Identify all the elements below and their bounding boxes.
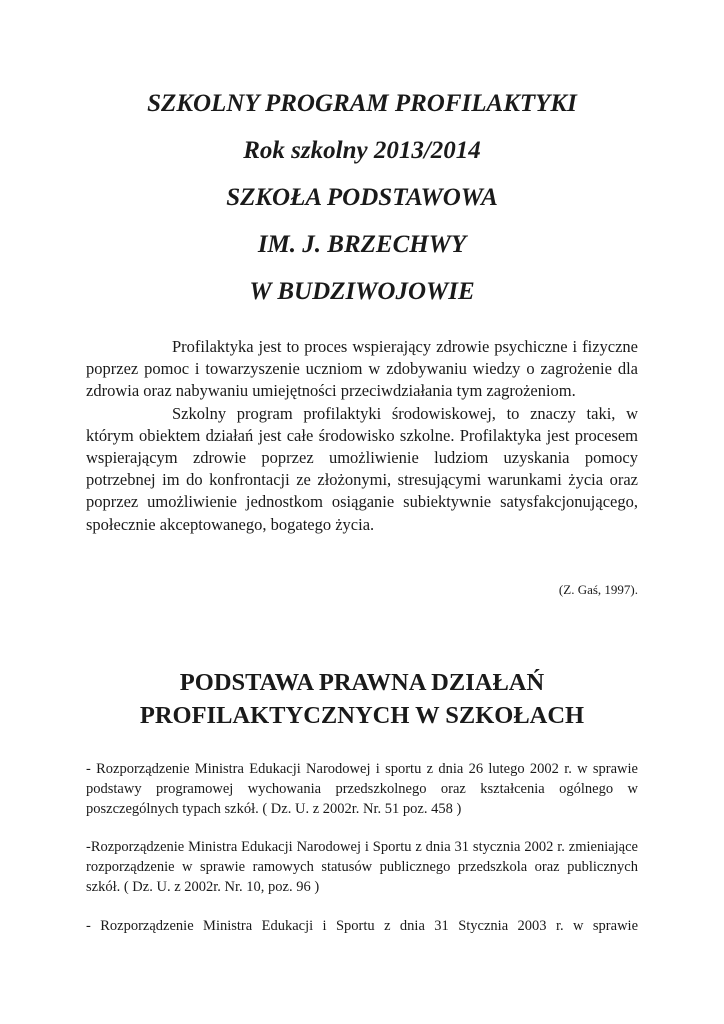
legal-item: -Rozporządzenie Ministra Edukacji Narodowej i Sportu z dnia 31 stycznia 2002 r. zmieniające rozporządzenie w sprawie ramowych statusów publicznego przedszkola oraz publicznych szkół. ( Dz. U. z 2002r. Nr. 10, poz. 96 ) — [86, 839, 638, 895]
intro-paragraph-definition: Profilaktyka jest to proces wspierający zdrowie psychiczne i fizyczne poprzez pomoc i towarzyszenie uczniom w zdobywaniu wiedzy o zagrożenie dla zdrowia oraz nabywaniu umiejętności przeciwdziałania tym zagrożeniom. — [86, 337, 638, 401]
intro-paragraph-program: Szkolny program profilaktyki środowiskowej, to znaczy taki, w którym obiektem działań jest całe środowisko szkolne. Profilaktyka jest procesem wspierającym zdrowie poprzez umożliwienie ludziom uzyskania pomocy potrzebnej im do konfrontacji ze złożonymi, stresującymi warunkami życia oraz poprzez umożliwienie jednostkom osiąganie subiektywnie satysfakcjonującego, społecznie akceptowanego, bogatego życia. — [86, 403, 638, 534]
title-line-location: W BUDZIWOJOWIE — [249, 278, 475, 305]
title-line-school-year: Rok szkolny 2013/2014 — [243, 137, 481, 164]
legal-basis-list — [86, 760, 638, 956]
legal-item: - Rozporządzenie Ministra Edukacji Narodowej i sportu z dnia 26 lutego 2002 r. w sprawie podstawy programowej wychowania przedszkolnego oraz kształcenia ogólnego w poszczególnych typach szkół. ( Dz. U. z 2002r. Nr. 51 poz. 458 ) — [86, 761, 638, 817]
legal-item: - Rozporządzenie Ministra Edukacji i Sportu z dnia 31 Stycznia 2003 r. w sprawie — [86, 917, 638, 934]
section-heading-line-1: PODSTAWA PRAWNA DZIAŁAŃ — [179, 669, 545, 696]
citation: (Z. Gaś, 1997). — [558, 582, 638, 597]
section-heading — [86, 666, 638, 732]
section-heading-line-2: PROFILAKTYCZNYCH W SZKOŁACH — [139, 702, 585, 729]
title-line-school-type: SZKOŁA PODSTAWOWA — [226, 184, 498, 211]
title-line-patron: IM. J. BRZECHWY — [257, 231, 467, 258]
title-line-program: SZKOLNY PROGRAM PROFILAKTYKI — [147, 90, 577, 117]
document-title — [86, 80, 638, 315]
intro-text — [86, 336, 638, 536]
